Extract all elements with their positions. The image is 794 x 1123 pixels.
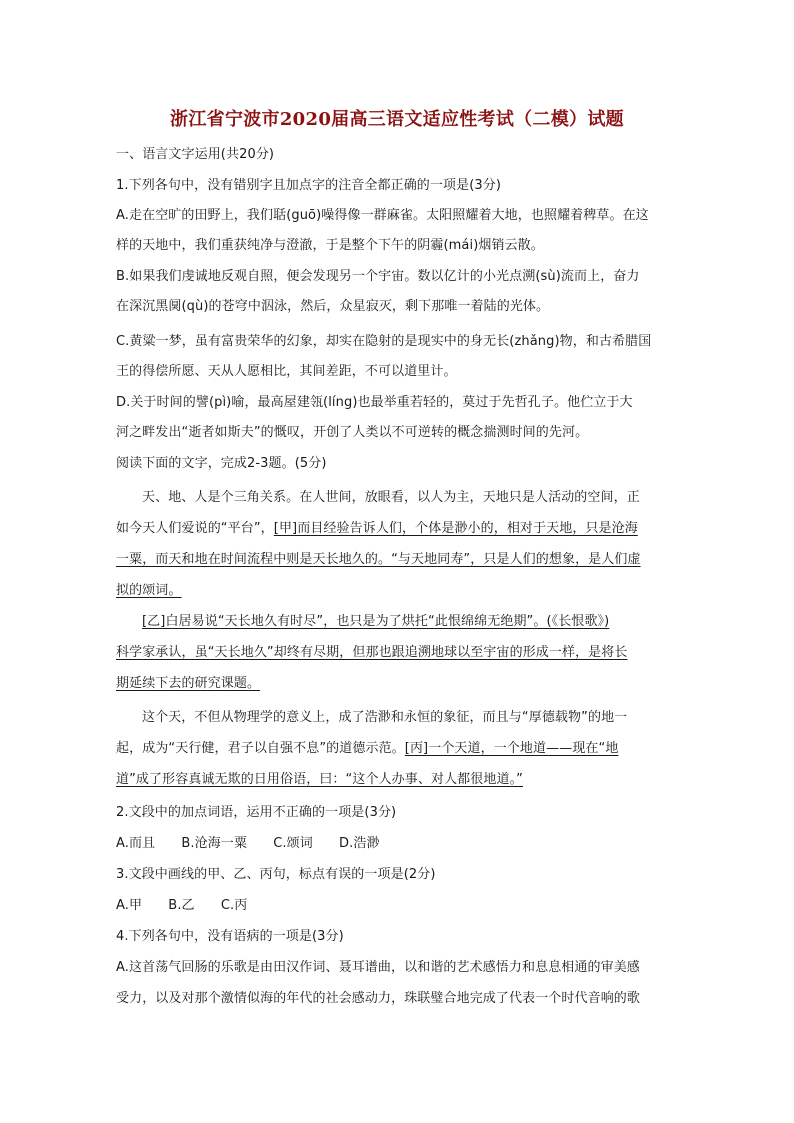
passage-p1-line1: 天、地、人是个三角关系。在人世间，放眼看，以人为主，天地只是人活动的空间，正 <box>142 490 640 505</box>
question-2-options: A.而且 B.沧海一粟 C.颂词 D.浩渺 <box>116 836 380 851</box>
passage-p1-line2 <box>116 520 638 538</box>
section-heading: 一、语言文字运用(共20分) <box>116 147 275 162</box>
question-1-stem: 1.下列各句中，没有错别字且加点字的注音全都正确的一项是(3分) <box>116 178 502 193</box>
q1-option-c-line1: C.黄粱一梦，虽有富贵荣华的幻象，却实在隐射的是现实中的身无长(zhǎng)物，和古希腊国 <box>116 334 652 349</box>
passage-p3-line2 <box>116 740 618 758</box>
passage-p1-line2-text: 如今天人们爱说的“平台”， <box>116 521 274 536</box>
passage-p2-line2: 科学家承认，虽“天长地久”却终有尽期，但那也跟追溯地球以至宇宙的形成一样，是将长 <box>116 645 628 660</box>
underlined-sentence-jia: [甲]而目经验告诉人们，个体是渺小的，相对于天地，只是沧海 <box>273 521 638 536</box>
passage-p2-line3: 期延续下去的研究课题。 <box>116 676 261 691</box>
exam-title: 浙江省宁波市2020届高三语文适应性考试（二模）试题 <box>170 109 624 130</box>
q1-option-a-line2: 样的天地中，我们重获纯净与澄澈，于是整个下午的阴霾(mái)烟销云散。 <box>116 238 544 253</box>
q1-option-a-line1: A.走在空旷的田野上，我们聒(guō)噪得像一群麻雀。太阳照耀着大地，也照耀着稗草。在这 <box>116 208 649 223</box>
q1-option-b-line2: 在深沉黑阒(qù)的苍穹中泅泳，然后，众星寂灭，剩下那唯一着陆的光体。 <box>116 299 550 314</box>
question-2-stem: 2.文段中的加点词语，运用不正确的一项是(3分) <box>116 805 397 820</box>
q4-option-a-line2: 受力，以及对那个激情似海的年代的社会感动力，珠联璧合地完成了代表一个时代音响的歌 <box>116 991 641 1006</box>
passage-p1-line4: 拟的颂词。 <box>116 583 182 598</box>
passage-p3-line2-text: 起，成为“天行健，君子以自强不息”的道德示范。 <box>116 741 405 756</box>
question-3-stem: 3.文段中画线的甲、乙、丙句，标点有误的一项是(2分) <box>116 867 436 882</box>
passage-p3-line3: 道”成了形容真诚无欺的日用俗语，曰：“这个人办事、对人都很地道。” <box>116 772 524 787</box>
q1-option-c-line2: 王的得偿所愿、天从人愿相比，其间差距，不可以道里计。 <box>116 364 457 379</box>
passage-p3-line1: 这个天，不但从物理学的意义上，成了浩渺和永恒的象征，而且与“厚德载物”的地一 <box>142 710 628 725</box>
question-3-options: A.甲 B.乙 C.丙 <box>116 898 248 913</box>
underlined-sentence-yi: [乙]白居易说“天长地久有时尽”，也只是为了烘托“此恨绵绵无绝期”。(《长恨歌》) <box>142 614 610 629</box>
q1-option-d-line1: D.关于时间的譬(pì)喻，最高屋建瓴(líng)也最举重若轻的，莫过于先哲孔子。他伫立于大 <box>116 395 633 410</box>
question-4-stem: 4.下列各句中，没有语病的一项是(3分) <box>116 929 344 944</box>
passage-p1-line3: 一粟，而天和地在时间流程中则是天长地久的。“与天地同寿”，只是人们的想象，是人们虚 <box>116 552 641 567</box>
reading-instruction: 阅读下面的文字，完成2-3题。(5分) <box>116 456 327 471</box>
q4-option-a-line1: A.这首荡气回肠的乐歌是由田汉作词、聂耳谱曲，以和谐的艺术感悟力和息息相通的审美感 <box>116 960 640 975</box>
q1-option-b-line1: B.如果我们虔诚地反观自照，便会发现另一个宇宙。数以亿计的小光点溯(sù)流而上，奋力 <box>116 269 640 284</box>
underlined-sentence-bing: [丙]一个天道，一个地道——现在“地 <box>404 741 619 756</box>
q1-option-d-line2: 河之畔发出“逝者如斯夫”的慨叹，开创了人类以不可逆转的概念揣测时间的先河。 <box>116 425 589 440</box>
